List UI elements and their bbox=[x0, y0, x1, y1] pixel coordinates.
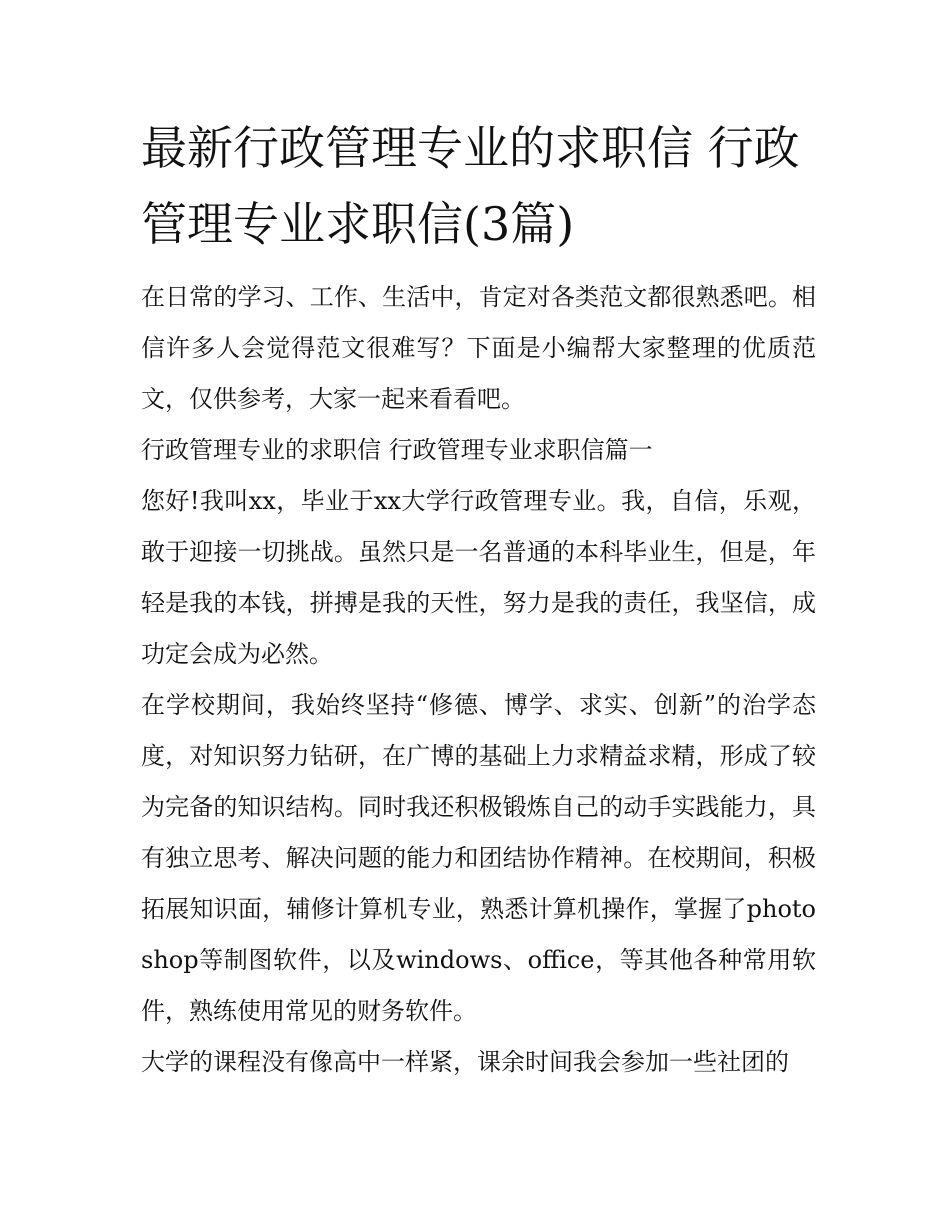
section-heading: 行政管理专业的求职信 行政管理专业求职信篇一 bbox=[141, 436, 653, 464]
intro-paragraph: 在日常的学习、工作、生活中，肯定对各类范文都很熟悉吧。相信许多人会觉得范文很难写？下面是小编帮大家整理的优质范文，仅供参考，大家一起来看看吧。 bbox=[141, 283, 816, 413]
body-paragraph-2: 在学校期间，我始终坚持“修德、博学、求实、创新”的治学态度，对知识努力钻研，在广博的基础上力求精益求精，形成了较为完备的知识结构。同时我还积极锻炼自己的动手实践能力，具有独立思考、解决问题的能力和团结协作精神。在校期间，积极拓展知识面，辅修计算机专业，熟悉计算机操作，掌握了photoshop等制图软件，以及windows、office，等其他各种常用软件，熟练使用常见的财务软件。 bbox=[141, 691, 816, 1025]
document-title: 最新行政管理专业的求职信 行政管理专业求职信(3篇) bbox=[141, 121, 800, 251]
document-body bbox=[141, 110, 816, 1088]
body-paragraph-1: 您好!我叫xx，毕业于xx大学行政管理专业。我，自信，乐观，敢于迎接一切挑战。虽然只是一名普通的本科毕业生，但是，年轻是我的本钱，拼搏是我的天性，努力是我的责任，我坚信，成功定会成为必然。 bbox=[141, 487, 816, 668]
body-paragraph-3: 大学的课程没有像高中一样紧，课余时间我会参加一些社团的 bbox=[141, 1048, 789, 1076]
